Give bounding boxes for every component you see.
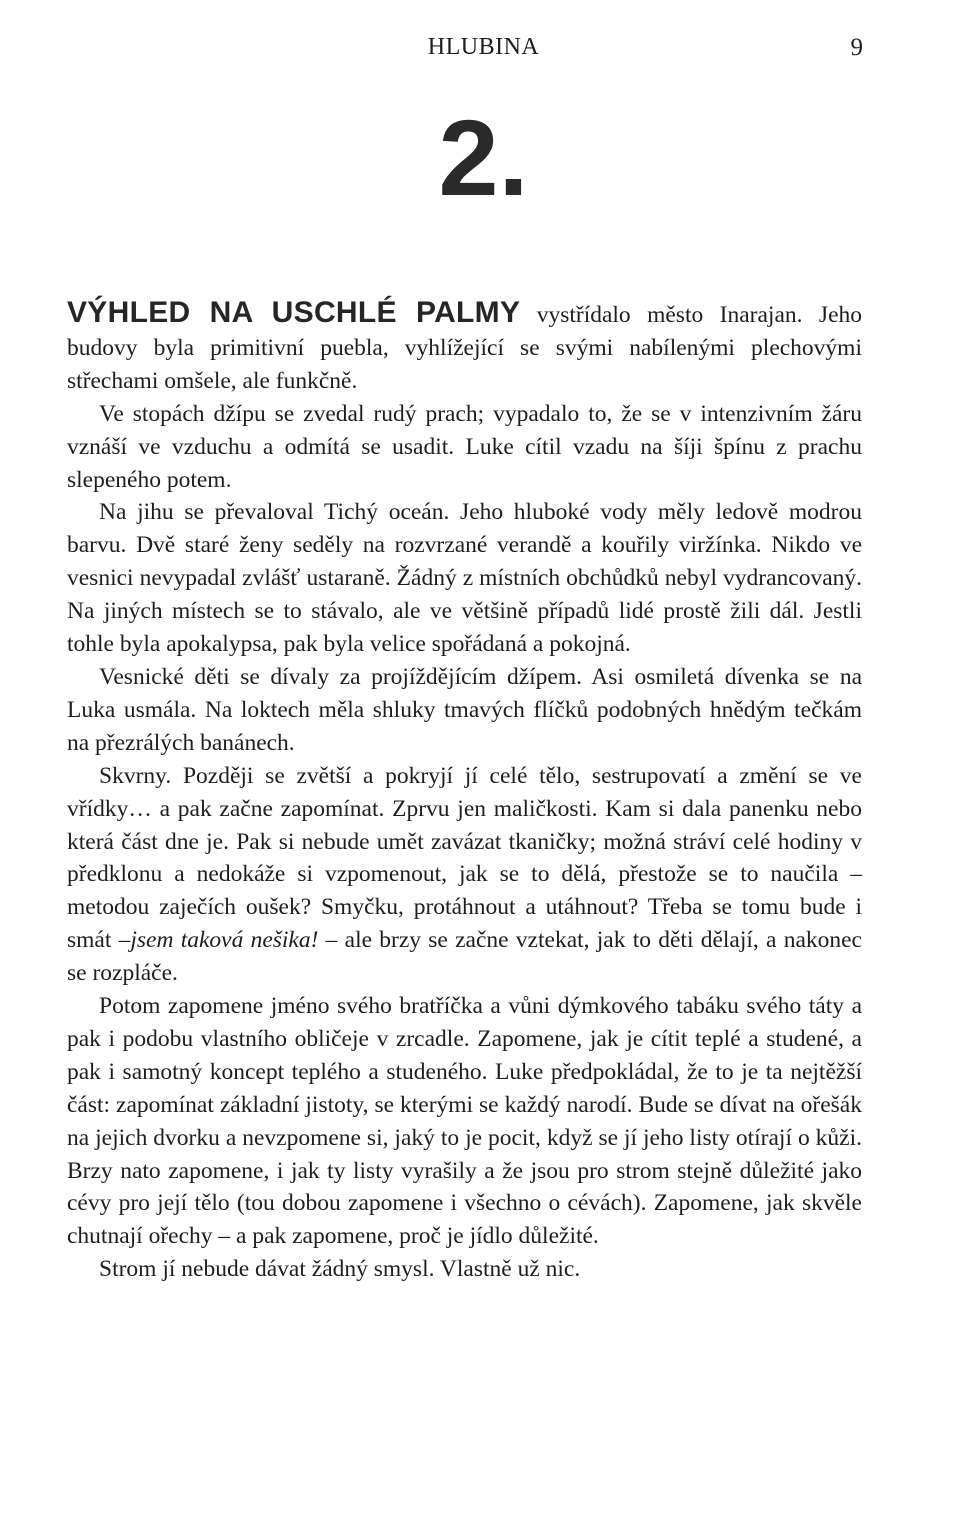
chapter-body (67, 297, 862, 1286)
paragraph: Potom zapomene jméno svého bratříčka a vůni dýmkového tabáku svého táty a pak i podobu vlastního obličeje v zrcadle. Zapomene, jak je cítit teplé a studené, a pak i samotný koncept teplého a studeného. Luke předpokládal, že to je ta nejtěžší část: zapomínat základní jistoty, se kterými se každý narodí. Bude se dívat na ořešák na jejich dvorku a nevzpomene si, jaký to je pocit, když se jí jeho listy otírají o kůži. Brzy nato zapomene, i jak ty listy vyrašily a že jsou pro strom stejně důležité jako cévy pro její tělo (tou dobou zapomene i všechno o cévách). Zapomene, jak skvěle chutnají ořechy – a pak zapomene, proč je jídlo důležité. (67, 993, 862, 1250)
chapter-number: 2. (438, 97, 529, 218)
chapter-lead-in: VÝHLED NA USCHLÉ PALMY (67, 296, 521, 329)
paragraph-text: vystřídalo město Inarajan. Jeho budovy byla primitivní puebla, vyhlížející se svými nabílenými plechovými střechami omšele, ale funkčně. (67, 302, 862, 394)
paragraph-text: – ale brzy se začne vztekat, jak to děti dělají, a nakonec se rozpláče. (67, 927, 862, 987)
running-title: HLUBINA (427, 34, 540, 60)
paragraph: Vesnické děti se dívaly za projíždějícím džípem. Asi osmiletá dívenka se na Luka usmála. Na loktech měla shluky tmavých flíčků podobných hnědým tečkám na přezrálých banánech. (67, 663, 862, 756)
paragraph (67, 297, 862, 398)
paragraph: Ve stopách džípu se zvedal rudý prach; vypadalo to, že se v intenzivním žáru vznáší ve vzduchu a odmítá se usadit. Luke cítil vzadu na šíji špínu z prachu slepeného potem. (67, 400, 862, 493)
paragraph (67, 760, 862, 990)
paragraph-text: Skvrny. Později se zvětší a pokryjí jí celé tělo, sestrupovatí a změní se ve vřídky… a pak začne zapomínat. Zprvu jen maličkosti. Kam si dala panenku nebo která část dne je. Pak si nebude umět zavázat tkaničky; možná stráví celé hodiny v předklonu a nedokáže si vzpomenout, jak se to dělá, přestože se to naučila – metodou zaječích oušek? Smyčku, protáhnout a utáhnout? Třeba se tomu bude i smát – (67, 762, 862, 954)
running-head (0, 34, 967, 66)
paragraph: Na jihu se převaloval Tichý oceán. Jeho hluboké vody měly ledově modrou barvu. Dvě staré ženy seděly na rozvrzané verandě a kouřily viržínka. Nikdo ve vesnici nevypadal zvlášť ustaraně. Žádný z místních obchůdků nebyl vydrancovaný. Na jiných místech se to stávalo, ale ve většině případů lidé prostě žili dál. Jestli tohle byla apokalypsa, pak byla velice spořádaná a pokojná. (67, 499, 862, 658)
page-number: 9 (850, 34, 863, 61)
italic-exclamation: jsem taková nešika! (130, 927, 319, 954)
paragraph: Strom jí nebude dávat žádný smysl. Vlastně už nic. (99, 1256, 581, 1283)
